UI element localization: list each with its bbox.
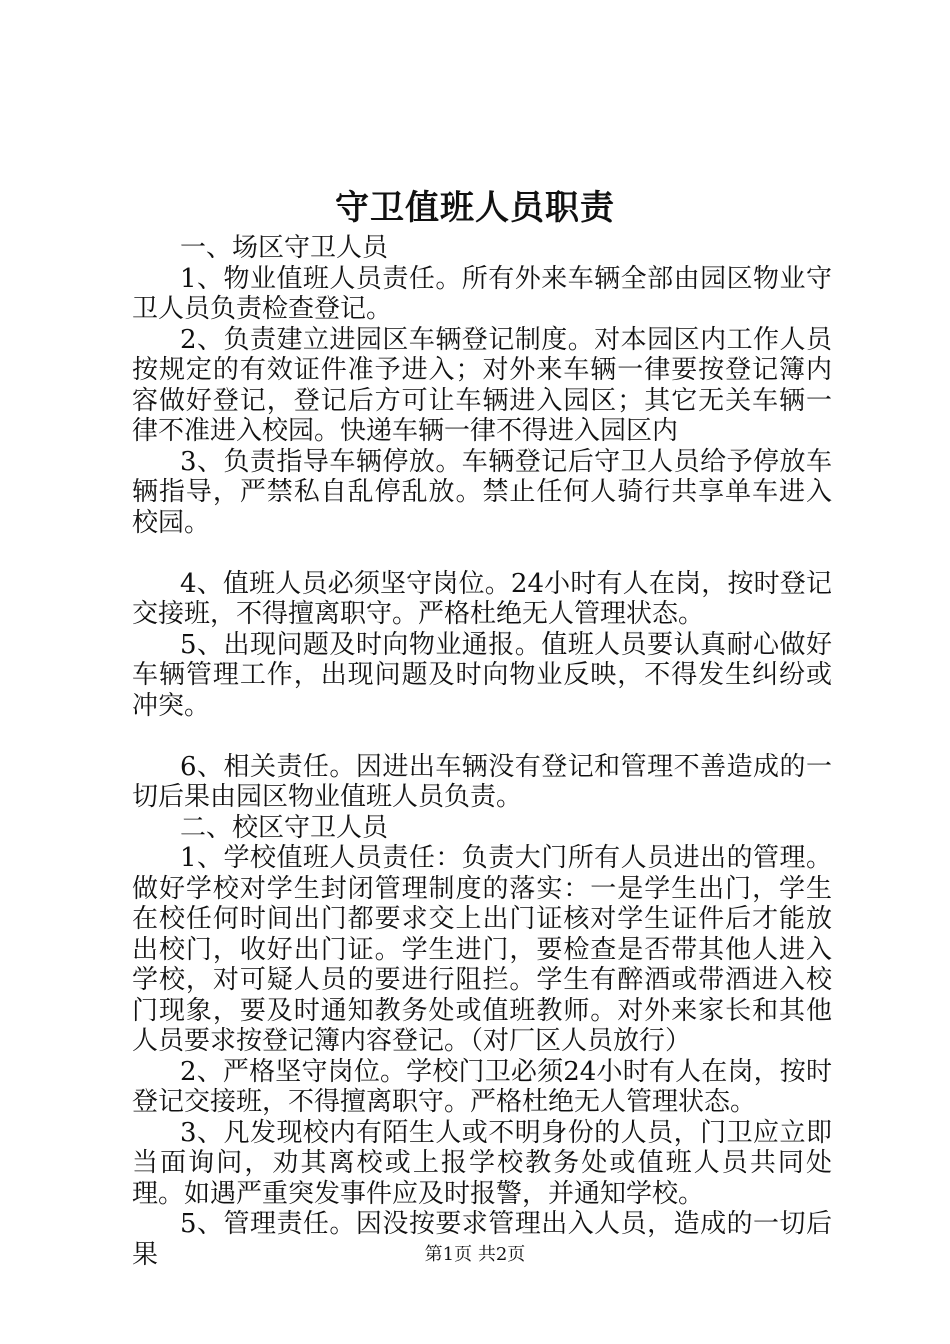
paragraph-s2-5: 5、管理责任。因没按要求管理出入人员，造成的一切后果 — [132, 1209, 832, 1270]
paragraph-s1-1: 1、物业值班人员责任。所有外来车辆全部由园区物业守卫人员负责检查登记。 — [132, 263, 832, 324]
paragraph-s1-5: 5、出现问题及时向物业通报。值班人员要认真耐心做好车辆管理工作，出现问题及时向物业反映，不得发生纠纷或冲突。 — [132, 629, 832, 721]
paragraph-s2-1: 1、学校值班人员责任：负责大门所有人员进出的管理。做好学校对学生封闭管理制度的落实：一是学生出门，学生在校任何时间出门都要求交上出门证核对学生证件后才能放出校门，收好出门证。学生进门，要检查是否带其他人进入学校，对可疑人员的要进行阻拦。学生有醉酒或带酒进入校门现象，要及时通知教务处或值班教师。对外来家长和其他人员要求按登记簿内容登记。（对厂区人员放行） — [132, 843, 832, 1056]
paragraph-spacer — [132, 538, 832, 569]
paragraph-spacer — [132, 721, 832, 752]
paragraph-s1-6: 6、相关责任。因进出车辆没有登记和管理不善造成的一切后果由园区物业值班人员负责。 — [132, 751, 832, 812]
section-heading-1: 一、场区守卫人员 — [180, 233, 389, 263]
paragraph-s2-2: 2、严格坚守岗位。学校门卫必须24小时有人在岗，按时登记交接班，不得擅离职守。严格杜绝无人管理状态。 — [132, 1056, 832, 1117]
document-title: 守卫值班人员职责 — [335, 188, 615, 228]
section-heading-2: 二、校区守卫人员 — [180, 812, 389, 843]
document-body — [132, 233, 832, 1270]
paragraph-s1-2: 2、负责建立进园区车辆登记制度。对本园区内工作人员按规定的有效证件准予进入；对外来车辆一律要按登记簿内容做好登记，登记后方可让车辆进入园区；其它无关车辆一律不准进入校园。快递车辆一律不得进入园区内 — [132, 324, 832, 446]
page-footer: 第1页 共2页 — [424, 1244, 526, 1265]
paragraph-s2-3: 3、凡发现校内有陌生人或不明身份的人员，门卫应立即当面询问，劝其离校或上报学校教务处或值班人员共同处理。如遇严重突发事件应及时报警，并通知学校。 — [132, 1117, 832, 1209]
paragraph-s1-4: 4、值班人员必须坚守岗位。24小时有人在岗，按时登记交接班，不得擅离职守。严格杜绝无人管理状态。 — [132, 568, 832, 629]
paragraph-s1-3: 3、负责指导车辆停放。车辆登记后守卫人员给予停放车辆指导，严禁私自乱停乱放。禁止任何人骑行共享单车进入校园。 — [132, 446, 832, 538]
